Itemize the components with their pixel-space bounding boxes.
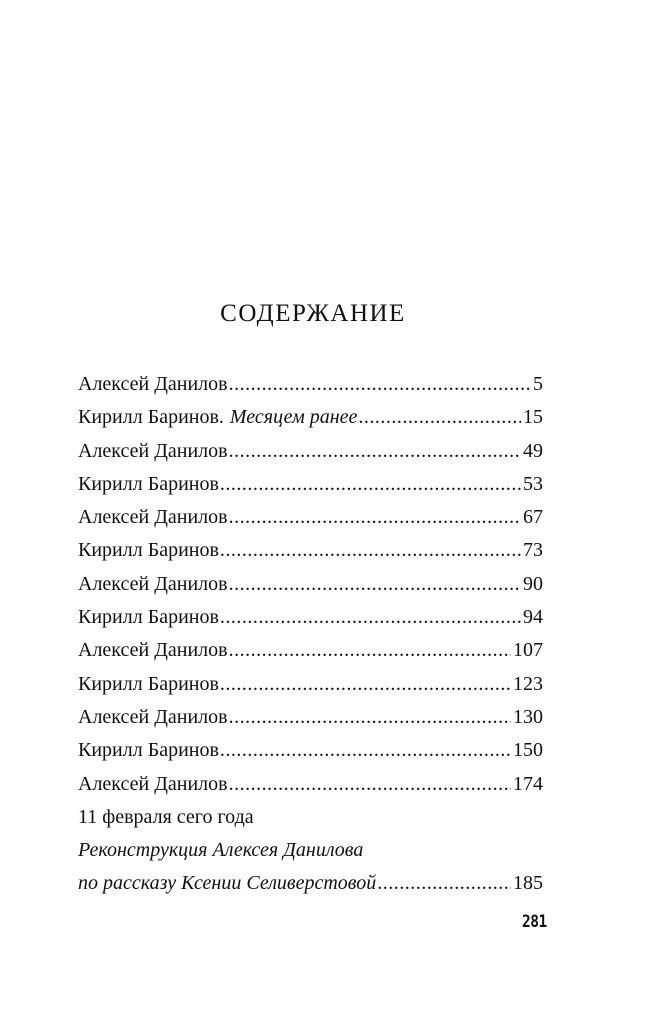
- toc-entry-title: Алексей Данилов: [78, 373, 228, 395]
- toc-entry-title: Кирилл Баринов: [78, 739, 219, 762]
- leader-dots: [229, 501, 521, 534]
- toc-final-line-2: Реконструкция Алексея Данилова: [78, 839, 364, 862]
- toc-entry-title: Алексей Данилов: [78, 572, 228, 595]
- leader-dots: [220, 601, 521, 634]
- toc-entry-title: Алексей Данилов: [78, 506, 228, 529]
- toc-entry-title: Алексей Данилов: [78, 439, 228, 462]
- toc-entry: [78, 668, 543, 701]
- toc-entry-subtitle: Месяцем ранее: [229, 406, 358, 429]
- toc-entry: [78, 368, 543, 401]
- toc-entry-title: Алексей Данилов: [78, 705, 228, 728]
- toc-entry-title: Алексей Данилов: [78, 639, 228, 662]
- toc-entry: [78, 501, 543, 534]
- toc-entry: [78, 534, 543, 567]
- toc-entry: [78, 734, 543, 767]
- toc-entry-page: 185: [513, 872, 543, 895]
- toc-entry: [78, 468, 543, 501]
- page-number: 281: [522, 912, 547, 932]
- toc-entry-page: 73: [523, 539, 543, 562]
- toc-entry: [78, 435, 543, 468]
- toc-final-line-3-text: по рассказу Ксении Селиверстовой: [78, 872, 377, 895]
- leader-dots: [358, 401, 521, 434]
- leader-dots: [229, 568, 521, 601]
- toc-entry-page: 130: [513, 705, 543, 728]
- toc-entry-page: 123: [513, 672, 543, 695]
- toc-entry-title: Алексей Данилов: [78, 772, 228, 795]
- toc-entry: [78, 701, 543, 734]
- toc-entry-page: 49: [523, 439, 543, 462]
- leader-dots: [377, 867, 511, 900]
- toc-entry-page: 90: [523, 572, 543, 595]
- toc-entry-page: 15: [523, 406, 543, 429]
- toc-final-line-1: 11 февраля сего года: [78, 805, 254, 828]
- toc-entry-page: 67: [523, 506, 543, 529]
- toc-entry-page: 94: [523, 606, 543, 629]
- leader-dots: [220, 468, 521, 501]
- toc-final-line-3: [78, 867, 543, 900]
- page-title: СОДЕРЖАНИЕ: [220, 300, 406, 327]
- toc-entry: [78, 401, 543, 434]
- leader-dots: [229, 368, 531, 401]
- toc-entry-title: Кирилл Баринов: [78, 539, 219, 562]
- toc-entry: [78, 601, 543, 634]
- leader-dots: [229, 435, 521, 468]
- leader-dots: [220, 734, 511, 767]
- toc-entry-page: 174: [513, 772, 543, 795]
- toc-entry-page: 150: [513, 739, 543, 762]
- leader-dots: [229, 634, 511, 667]
- leader-dots: [229, 768, 511, 801]
- table-of-contents: [78, 368, 543, 901]
- toc-entry-page: 5: [533, 373, 543, 395]
- toc-entry-title: Кирилл Баринов: [78, 606, 219, 629]
- toc-entry-title: Кирилл Баринов.: [78, 406, 224, 429]
- toc-entry-title: Кирилл Баринов: [78, 472, 219, 495]
- toc-entry-page: 53: [523, 472, 543, 495]
- leader-dots: [220, 534, 521, 567]
- toc-entry-final: [78, 801, 543, 901]
- leader-dots: [220, 668, 511, 701]
- toc-entry: [78, 768, 543, 801]
- leader-dots: [229, 701, 511, 734]
- toc-entry: [78, 634, 543, 667]
- toc-entry-title: Кирилл Баринов: [78, 672, 219, 695]
- toc-entry: [78, 568, 543, 601]
- toc-entry-page: 107: [513, 639, 543, 662]
